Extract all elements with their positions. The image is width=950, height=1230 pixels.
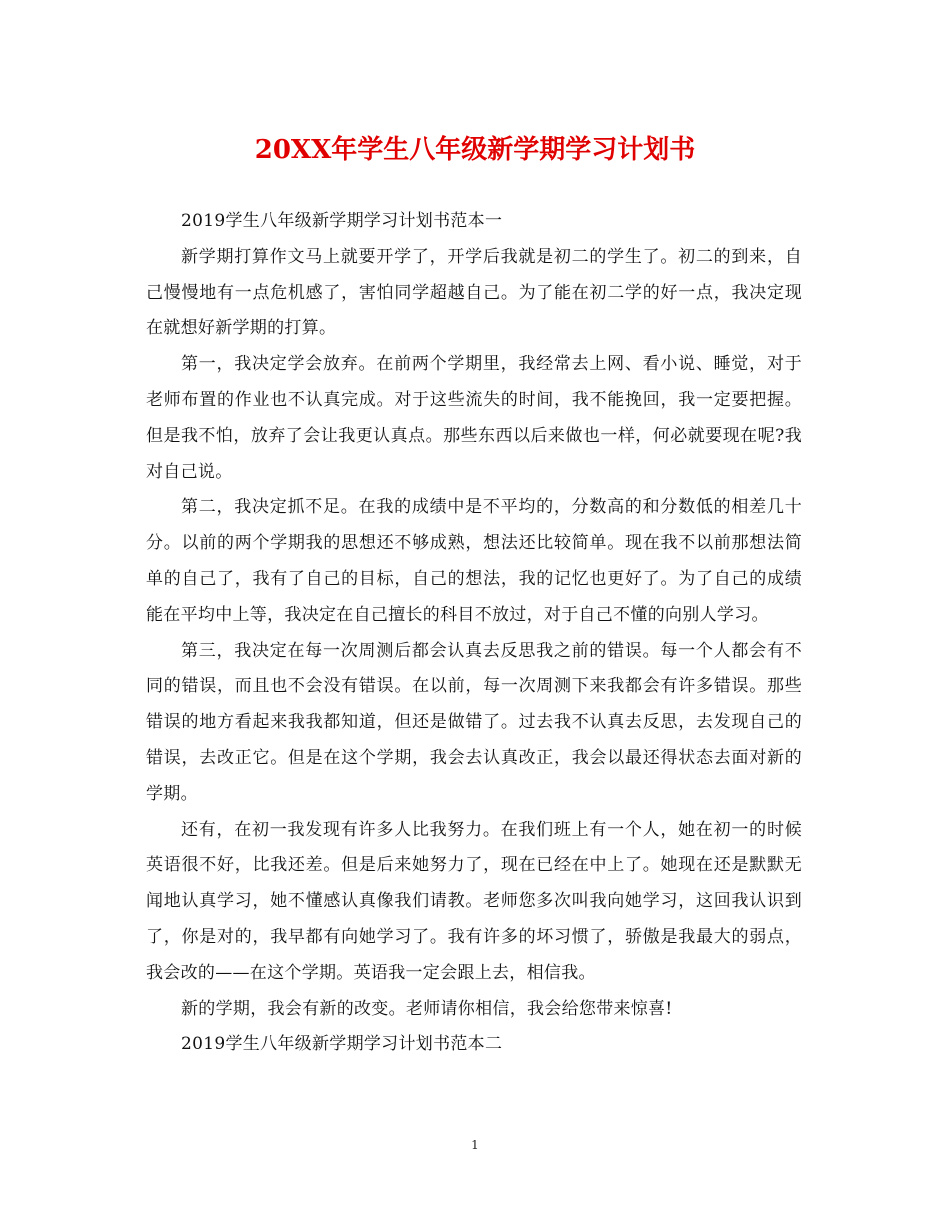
- document-body: [146, 204, 802, 1063]
- document-title: 20XX年学生八年级新学期学习计划书: [254, 135, 696, 165]
- paragraph-additional: 还有，在初一我发现有许多人比我努力。在我们班上有一个人，她在初一的时候英语很不好，比我还差。但是后来她努力了，现在已经在中上了。她现在还是默默无闻地认真学习，她不懂感认真像我们请教。老师您多次叫我向她学习，这回我认识到了，你是对的，我早都有向她学习了。我有许多的坏习惯了，骄傲是我最大的弱点，我会改的——在这个学期。英语我一定会跟上去，相信我。: [146, 819, 802, 983]
- paragraph-second-point: 第二，我决定抓不足。在我的成绩中是不平均的，分数高的和分数低的相差几十分。以前的两个学期我的思想还不够成熟，想法还比较简单。现在我不以前那想法简单的自己了，我有了自己的目标，自己的想法，我的记忆也更好了。为了自己的成绩能在平均中上等，我决定在自己擅长的科目不放过，对于自己不懂的向别人学习。: [146, 497, 802, 625]
- paragraph-intro: 新学期打算作文马上就要开学了，开学后我就是初二的学生了。初二的到来，自己慢慢地有一点危机感了，害怕同学超越自己。为了能在初二学的好一点，我决定现在就想好新学期的打算。: [146, 246, 802, 339]
- paragraph-third-point: 第三，我决定在每一次周测后都会认真去反思我之前的错误。每一个人都会有不同的错误，而且也不会没有错误。在以前，每一次周测下来我都会有许多错误。那些错误的地方看起来我我都知道，但还是做错了。过去我不认真去反思，去发现自己的错误，去改正它。但是在这个学期，我会去认真改正，我会以最还得状态去面对新的学期。: [146, 640, 802, 804]
- paragraph-first-point: 第一，我决定学会放弃。在前两个学期里，我经常去上网、看小说、睡觉，对于老师布置的作业也不认真完成。对于这些流失的时间，我不能挽回，我一定要把握。但是我不怕，放弃了会让我更认真点。那些东西以后来做也一样，何必就要现在呢?我对自己说。: [146, 354, 802, 482]
- paragraph-closing: 新的学期，我会有新的改变。老师请你相信，我会给您带来惊喜!: [181, 998, 673, 1019]
- page-number: 1: [471, 1138, 479, 1152]
- section-heading-sample-two: 2019学生八年级新学期学习计划书范本二: [181, 1034, 503, 1055]
- section-heading-sample-one: 2019学生八年级新学期学习计划书范本一: [181, 211, 503, 231]
